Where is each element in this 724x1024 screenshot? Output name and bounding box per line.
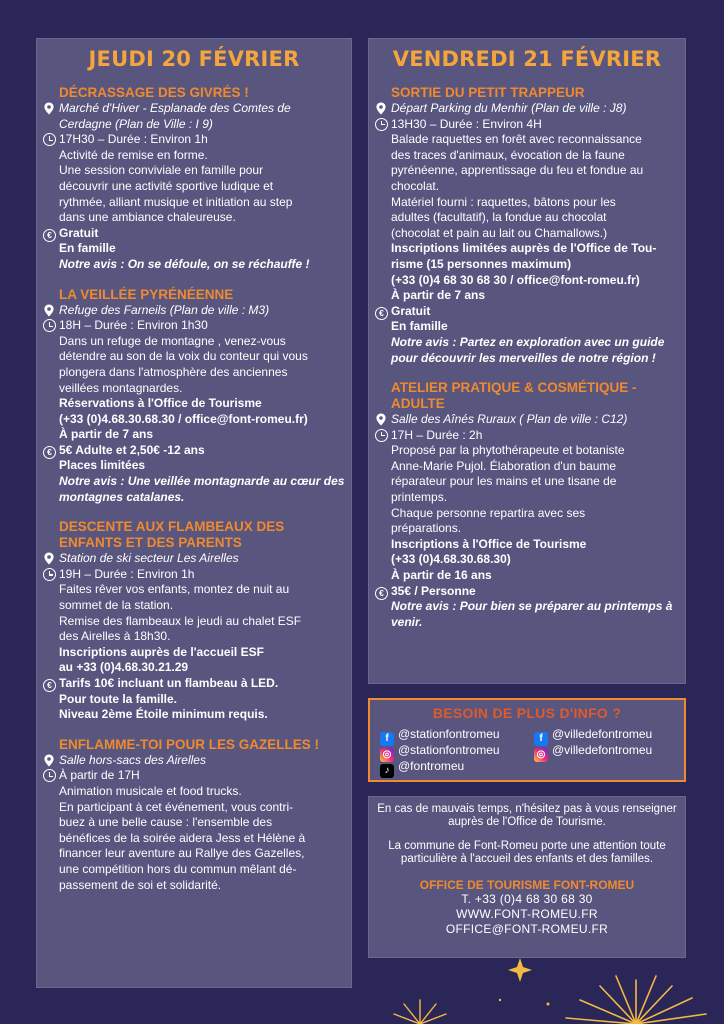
price-text: Tarifs 10€ incluant un flambeau à LED.	[59, 676, 279, 690]
event-time	[375, 117, 679, 133]
description-line: Dans un refuge de montagne , venez-vous	[59, 333, 286, 348]
location-text: Départ Parking du Menhir (Plan de ville : J8)	[391, 101, 627, 115]
description-line: Anne-Marie Pujol. Élaboration d'un baume	[391, 458, 617, 473]
description-line: En participant à cet événement, vous contri-	[59, 799, 294, 814]
event-title: ENFANTS ET DES PARENTS	[59, 535, 242, 551]
event-price	[375, 304, 679, 320]
description-line: des traces d'animaux, évocation de la faune	[391, 147, 625, 162]
event-block	[43, 85, 345, 273]
event-time	[43, 132, 345, 148]
location-pin-icon	[43, 754, 56, 767]
description-line: veillées montagnardes.	[59, 380, 183, 395]
facebook-station-link[interactable]: f @stationfontromeu	[380, 727, 500, 746]
euro-icon: €	[43, 444, 56, 457]
clock-icon	[375, 118, 388, 131]
our-opinion: Notre avis : Partez en exploration avec un guide pour découvrir les merveilles de notre région !	[391, 334, 665, 365]
event-location	[43, 753, 345, 769]
price-text: 5€ Adulte et 2,50€ -12 ans	[59, 442, 205, 457]
location-text: Salle des Aînés Ruraux ( Plan de ville : C12)	[391, 412, 628, 427]
event-location	[43, 117, 345, 133]
location-text: Refuge des Farneils (Plan de ville : M3)	[59, 302, 270, 317]
clock-icon	[43, 769, 56, 782]
registration-line: (+33 (0)4.68.30.68.30)	[391, 552, 511, 567]
description-line: Chaque personne repartira avec ses	[391, 505, 586, 520]
event-location	[375, 412, 679, 428]
event-block	[43, 737, 345, 893]
facebook-icon: f	[534, 732, 548, 746]
clock-icon	[43, 133, 56, 146]
event-title: DÉCRASSAGE DES GIVRÉS !	[59, 85, 249, 100]
extra-info: Pour toute la famille.	[59, 691, 178, 706]
registration-line: Inscriptions à l'Office de Tourisme	[391, 536, 587, 551]
time-text: À partir de 17H	[59, 768, 140, 783]
location-text: Station de ski secteur Les Airelles	[59, 551, 239, 566]
weather-note: En cas de mauvais temps, n'hésitez pas à vous renseigner auprès de l'Office de Tourisme.	[377, 803, 677, 828]
event-time	[375, 428, 679, 444]
description-line: préparations.	[391, 521, 462, 536]
friday-events	[375, 85, 679, 630]
description-line: Remise des flambeaux le jeudi au chalet ESF	[59, 613, 302, 628]
registration-line: À partir de 16 ans	[391, 568, 492, 583]
description-line: plongera dans l'atmosphère des anciennes	[59, 364, 288, 379]
facebook-ville-link[interactable]: f @villedefontromeu	[534, 727, 652, 746]
event-title: LA VEILLÉE PYRÉNÉENNE	[59, 286, 234, 302]
extra-info: Places limitées	[59, 458, 146, 473]
location-pin-icon	[375, 102, 388, 115]
description-line: Activité de remise en forme.	[59, 147, 208, 162]
info-title: BESOIN DE PLUS D'INFO ?	[432, 705, 622, 721]
euro-icon: €	[375, 585, 388, 598]
description-line: printemps.	[391, 490, 448, 505]
event-title: SORTIE DU PETIT TRAPPEUR	[391, 85, 585, 100]
location-text: Salle hors-sacs des Airelles	[59, 752, 206, 767]
description-line: réparateur pour les mains et une tisane de	[391, 474, 617, 489]
time-text: 19H – Durée : Environ 1h	[59, 566, 195, 581]
description-line: pyrénéenne, apprentissage du feu et fondue au	[391, 163, 644, 178]
location-pin-icon	[375, 413, 388, 426]
description-line: des Airelles à 18h30.	[59, 629, 171, 644]
instagram-station-link[interactable]: ◎ @stationfontromeu	[380, 743, 500, 762]
tiktok-link[interactable]: ♪ @fontromeu	[380, 759, 464, 778]
location-text: Marché d'Hiver - Esplanade des Comtes de	[59, 101, 291, 115]
event-title: ADULTE	[391, 396, 445, 412]
euro-icon: €	[375, 305, 388, 318]
extra-info: Niveau 2ème Étoile minimum requis.	[59, 707, 268, 722]
event-time	[43, 318, 345, 334]
registration-line: (+33 (0)4.68.30.68.30 / office@font-romeu.fr)	[59, 411, 308, 426]
event-price	[375, 584, 679, 600]
description-line: (chocolat et pain au lait ou Chamallows.)	[391, 225, 608, 240]
event-price	[43, 443, 345, 459]
description-line: découvrir une activité sportive ludique et	[59, 178, 274, 193]
event-block	[375, 85, 679, 366]
description-line: bénéfices de la soirée aidera Jess et Hélène à	[59, 830, 306, 845]
clock-icon	[43, 319, 56, 332]
description-line: financer leur aventure au Rallye des Gazelles,	[59, 846, 305, 861]
description-line: buez à une belle cause : l'ensemble des	[59, 815, 273, 830]
description-line: Matériel fourni : raquettes, bâtons pour les	[391, 194, 616, 209]
tiktok-icon: ♪	[380, 764, 394, 778]
location-text: Cerdagne (Plan de Ville : I 9)	[59, 116, 213, 131]
description-line: sommet de la station.	[59, 598, 174, 613]
registration-line: Inscriptions limitées auprès de l'Office de Tou-	[391, 241, 657, 256]
extra-info: En famille	[59, 241, 116, 256]
description-line: passement de soi et solidarité.	[59, 877, 222, 892]
euro-icon: €	[43, 677, 56, 690]
our-opinion: Notre avis : On se défoule, on se réchauffe !	[59, 256, 310, 271]
friday-column	[368, 38, 686, 684]
event-block	[43, 287, 345, 506]
extra-info: En famille	[391, 319, 448, 334]
registration-line: Réservations à l'Office de Tourisme	[59, 396, 262, 411]
time-text: 13H30 – Durée : Environ 4H	[391, 116, 542, 131]
clock-icon	[375, 429, 388, 442]
clock-icon	[43, 568, 56, 581]
description-line: détendre au son de la voix du conteur qui vous	[59, 349, 308, 364]
description-line: une compétition hors du commun mêlant dé-	[59, 861, 297, 876]
price-text: Gratuit	[391, 303, 431, 318]
time-text: 17H – Durée : 2h	[391, 427, 483, 442]
location-pin-icon	[43, 304, 56, 317]
phone-number[interactable]: T. +33 (0)4 68 30 68 30	[461, 891, 593, 906]
instagram-icon: ◎	[380, 748, 394, 762]
event-location	[43, 101, 345, 117]
event-block	[43, 519, 345, 723]
description-line: dans une ambiance chaleureuse.	[59, 210, 236, 225]
location-pin-icon	[43, 102, 56, 115]
event-title: ENFLAMME-TOI POUR LES GAZELLES !	[59, 736, 320, 752]
description-line: chocolat.	[391, 178, 440, 193]
event-block	[375, 380, 679, 630]
day-title: JEUDI 20 FÉVRIER	[88, 47, 300, 71]
event-price	[43, 226, 345, 242]
registration-line: À partir de 7 ans	[59, 427, 154, 442]
event-location	[43, 303, 345, 319]
family-note: La commune de Font-Romeu porte une attention toute particulière à l'accueil des enfants et des familles.	[388, 840, 666, 865]
time-text: 17H30 – Durée : Environ 1h	[59, 132, 208, 147]
event-time	[43, 567, 345, 583]
registration-line: risme (15 personnes maximum)	[391, 256, 572, 271]
instagram-icon: ◎	[534, 748, 548, 762]
description-line: Animation musicale et food trucks.	[59, 783, 242, 798]
location-pin-icon	[43, 552, 56, 565]
description-line: Proposé par la phytothérapeute et botaniste	[391, 443, 625, 458]
description-line: Faites rêver vos enfants, montez de nuit au	[59, 582, 290, 597]
price-text: Gratuit	[59, 225, 99, 240]
website-link[interactable]: WWW.FONT-ROMEU.FR	[456, 906, 598, 921]
description-line: adultes (facultatif), la fondue au chocolat	[391, 210, 607, 225]
instagram-ville-link[interactable]: ◎ @villedefontromeu	[534, 743, 652, 762]
thursday-events	[43, 85, 345, 893]
tourism-office-title: OFFICE DE TOURISME FONT-ROMEU	[419, 878, 635, 892]
registration-line: À partir de 7 ans	[391, 288, 486, 303]
description-line: Balade raquettes en forêt avec reconnaissance	[391, 132, 642, 147]
event-title: ATELIER PRATIQUE & COSMÉTIQUE -	[391, 380, 637, 396]
price-text: 35€ / Personne	[391, 583, 476, 598]
event-location	[43, 551, 345, 567]
registration-line: (+33 (0)4 68 30 68 30 / office@font-romeu.fr)	[391, 272, 640, 287]
registration-line: au +33 (0)4.68.30.21.29	[59, 660, 189, 675]
event-time	[43, 768, 345, 784]
time-text: 18H – Durée : Environ 1h30	[59, 318, 208, 333]
email-link[interactable]: OFFICE@FONT-ROMEU.FR	[445, 921, 609, 936]
thursday-column	[36, 38, 352, 988]
more-info-box	[368, 698, 686, 782]
description-line: Une session conviviale en famille pour	[59, 163, 264, 178]
event-price	[43, 676, 345, 692]
facebook-icon: f	[380, 732, 394, 746]
euro-icon: €	[43, 227, 56, 240]
our-opinion: Notre avis : Une veillée montagnarde au cœur des montagnes catalanes.	[59, 474, 345, 504]
event-location	[375, 101, 679, 117]
our-opinion: Notre avis : Pour bien se préparer au printemps à venir.	[391, 599, 673, 629]
day-title: VENDREDI 21 FÉVRIER	[392, 47, 662, 71]
practical-info-box	[368, 796, 686, 958]
registration-line: Inscriptions auprès de l'accueil ESF	[59, 644, 264, 659]
description-line: rythmée, alliant musique et initiation au step	[59, 194, 293, 209]
event-title: DESCENTE AUX FLAMBEAUX DES	[59, 519, 285, 535]
